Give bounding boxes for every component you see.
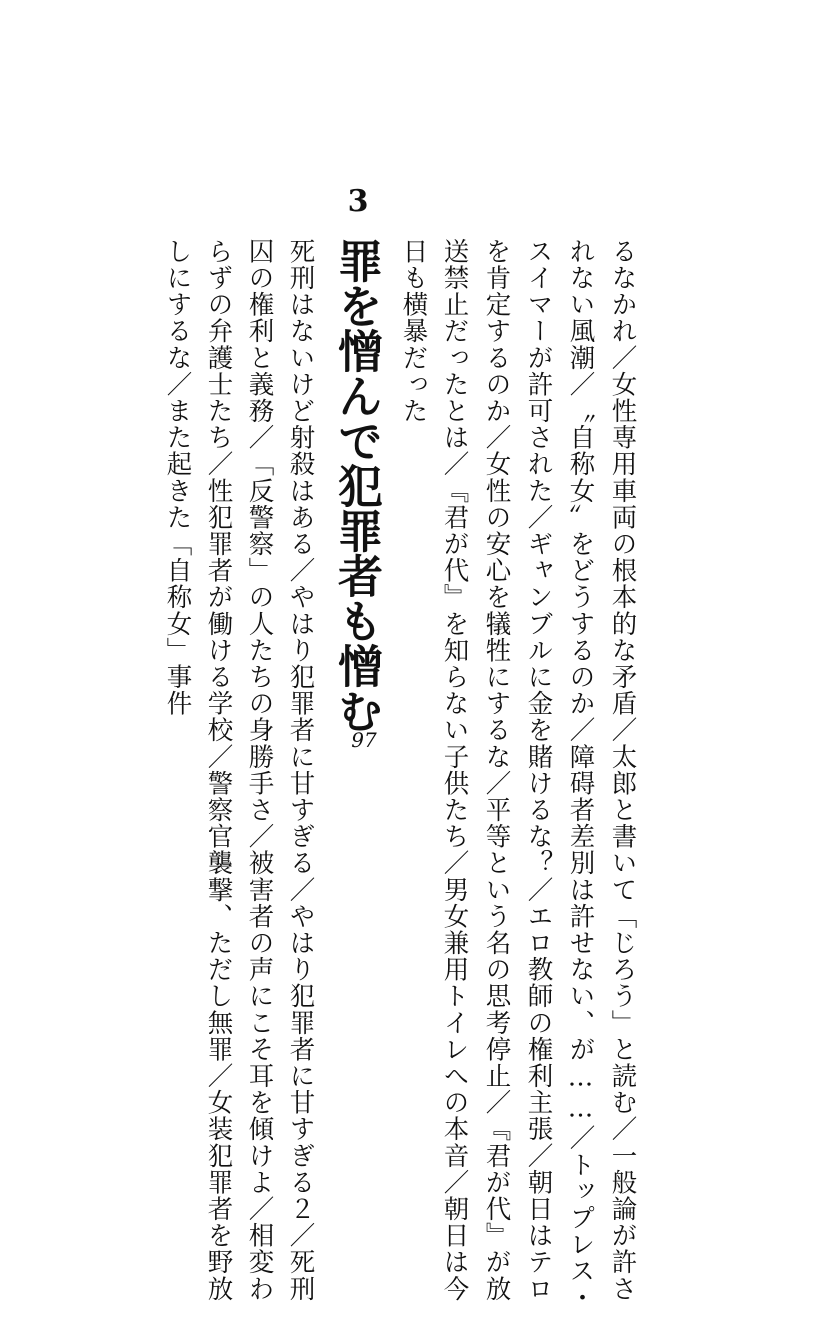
chapter-title: 罪を憎んで犯罪者も憎む — [330, 238, 383, 733]
toc-line: らずの弁護士たち／性犯罪者が働ける学校／警察官襲撃、ただし無罪／女装犯罪者を野放 — [203, 238, 234, 1302]
toc-line: るなかれ／女性専用車両の根本的な矛盾／太郎と書いて「じろう」と読む／一般論が許さ — [607, 238, 638, 1302]
chapter-number: 3 — [347, 184, 369, 219]
page-number: 97 — [351, 728, 377, 752]
toc-line: 日も横暴だった — [398, 238, 429, 425]
toc-line: 死刑はないけど射殺はある／やはり犯罪者に甘すぎる／やはり犯罪者に甘すぎる２／死刑 — [285, 238, 316, 1302]
toc-line: を肯定するのか／女性の安心を犠牲にするな／平等という名の思考停止／『君が代』が放 — [481, 238, 512, 1302]
toc-line: れない風潮／〝自称女〟をどうするのか／障碍者差別は許せない、が……／トップレス・ — [565, 238, 596, 1311]
toc-line: スイマーが許可された／ギャンブルに金を賭けるな？／エロ教師の権利主張／朝日はテロ — [523, 238, 554, 1302]
toc-line: 囚の権利と義務／「反警察」の人たちの身勝手さ／被害者の声にこそ耳を傾けよ／相変わ — [244, 238, 275, 1302]
toc-line: 送禁止だったとは／『君が代』を知らない子供たち／男女兼用トイレへの本音／朝日は今 — [439, 238, 470, 1302]
toc-line: しにするな／また起きた「自称女」事件 — [162, 238, 193, 717]
